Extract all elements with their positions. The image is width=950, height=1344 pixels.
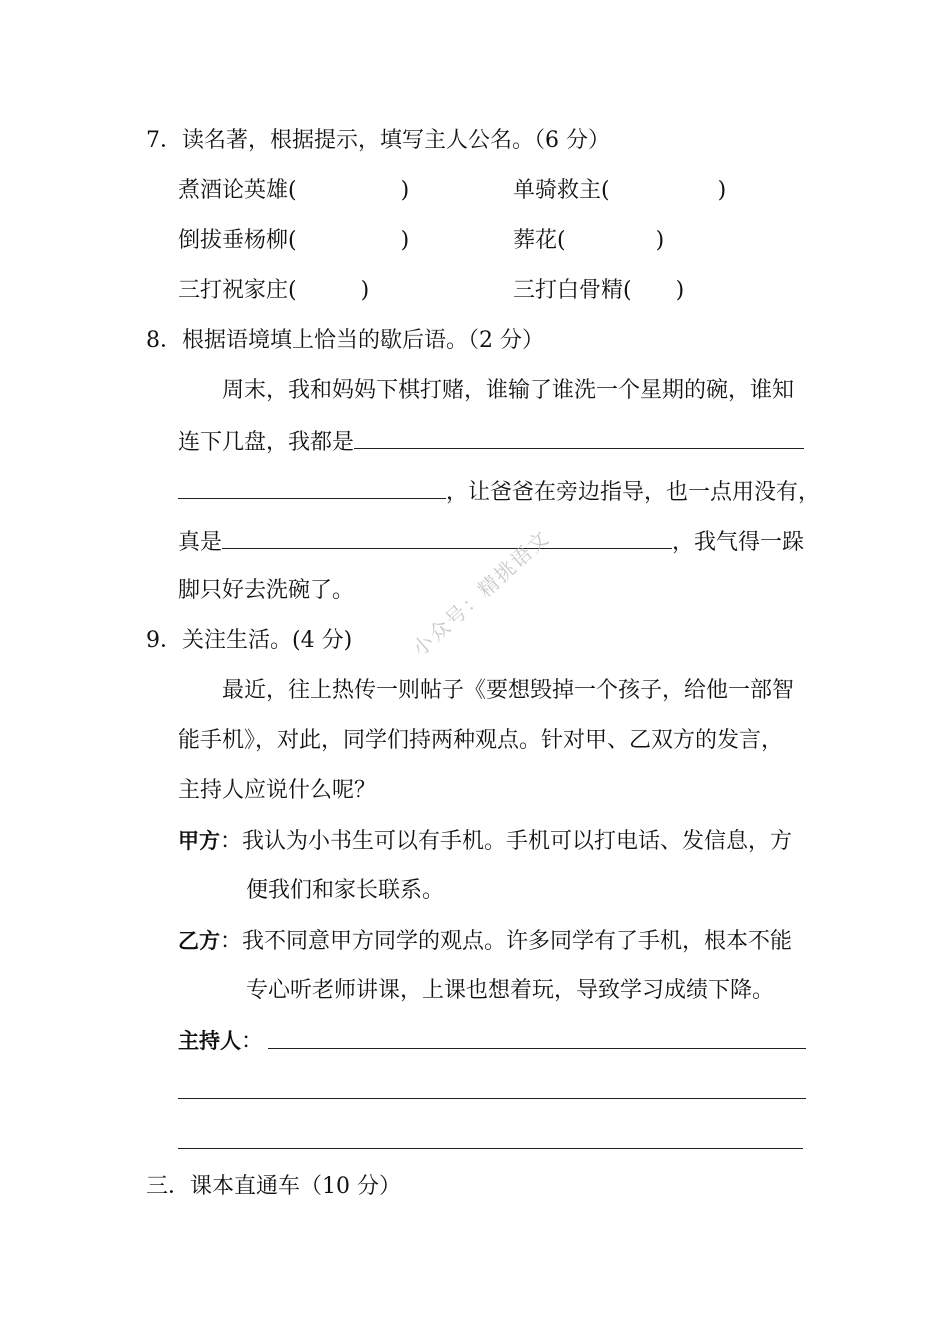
q9-paragraph-line-3: 主持人应说什么呢？ — [178, 778, 377, 803]
q9-jia-label: 甲方 — [178, 829, 220, 853]
q8-paragraph-line-3 — [178, 476, 820, 508]
q8-paragraph-line-2 — [178, 426, 804, 458]
q8-paragraph-line-5: 脚只好去洗碗了。 — [178, 578, 355, 603]
q8-paragraph-line-4 — [178, 526, 804, 558]
q9-yi-label: 乙方 — [178, 929, 220, 953]
q8-answer-blank-1[interactable] — [354, 426, 804, 449]
q7-item-3-close: ) — [400, 228, 410, 253]
q9-host-label: 主持人 — [178, 1029, 241, 1053]
q8-line-2-text: 连下几盘，我都是 — [178, 430, 355, 455]
section-3-title: 三．课本直通车（10 分） — [146, 1174, 401, 1199]
q9-jia-line-1 — [178, 826, 792, 857]
q7-item-4-close: ) — [655, 228, 665, 253]
q8-line-4-end: ，我气得一跺 — [672, 530, 805, 555]
q7-item-5-prompt: 三打祝家庄( — [178, 278, 297, 303]
q7-item-3-prompt: 倒拔垂杨柳( — [178, 228, 297, 253]
q9-yi-text-1: ：我不同意甲方同学的观点。许多同学有了手机，根本不能 — [220, 929, 793, 954]
q7-item-5-close: ) — [360, 278, 370, 303]
q7-item-4-prompt: 葬花( — [513, 228, 566, 253]
q9-jia-text-1: ：我认为小书生可以有手机。手机可以打电话、发信息，方 — [220, 829, 793, 854]
q8-paragraph-line-1: 周末，我和妈妈下棋打赌，谁输了谁洗一个星期的碗，谁知 — [222, 378, 795, 403]
q7-item-6-close: ) — [675, 278, 685, 303]
q7-item-2 — [513, 176, 726, 206]
q8-title: 8．根据语境填上恰当的歇后语。（2 分） — [146, 328, 544, 353]
q8-answer-blank-2[interactable] — [222, 526, 672, 549]
q7-item-1-close: ) — [400, 178, 410, 203]
q7-title: 7．读名著，根据提示，填写主人公名。（6 分） — [146, 128, 610, 153]
q7-item-4 — [513, 226, 664, 256]
q7-item-5 — [178, 276, 369, 306]
q9-yi-line-1 — [178, 926, 792, 957]
q9-paragraph-line-2: 能手机》，对此，同学们持两种观点。针对甲、乙双方的发言， — [178, 728, 784, 753]
q7-item-2-prompt: 单骑救主( — [513, 178, 610, 203]
q7-item-2-close: ) — [717, 178, 727, 203]
q8-line-3-text: ，让爸爸在旁边指导，也一点用没有， — [446, 480, 821, 505]
q9-host-line — [178, 1026, 263, 1057]
q9-host-answer-line-1[interactable] — [268, 1048, 806, 1049]
q9-jia-line-2: 便我们和家长联系。 — [246, 878, 445, 903]
q8-line-4-start: 真是 — [178, 530, 223, 555]
q9-yi-line-2: 专心听老师讲课，上课也想着玩，导致学习成绩下降。 — [246, 978, 775, 1003]
watermark: 小众号：精挑语文 — [407, 525, 555, 661]
q9-host-colon: ： — [241, 1029, 264, 1054]
q9-title: 9．关注生活。(4 分) — [146, 628, 353, 653]
q7-item-1-prompt: 煮酒论英雄( — [178, 178, 297, 203]
q7-item-6 — [513, 276, 684, 306]
q9-host-answer-line-2[interactable] — [178, 1098, 806, 1099]
q7-item-6-prompt: 三打白骨精( — [513, 278, 632, 303]
q9-host-answer-line-3[interactable] — [178, 1148, 803, 1149]
q9-paragraph-line-1: 最近，往上热传一则帖子《要想毁掉一个孩子，给他一部智 — [222, 678, 795, 703]
q7-item-1 — [178, 176, 409, 206]
q8-answer-blank-1-cont[interactable] — [178, 476, 446, 499]
q7-item-3 — [178, 226, 409, 256]
